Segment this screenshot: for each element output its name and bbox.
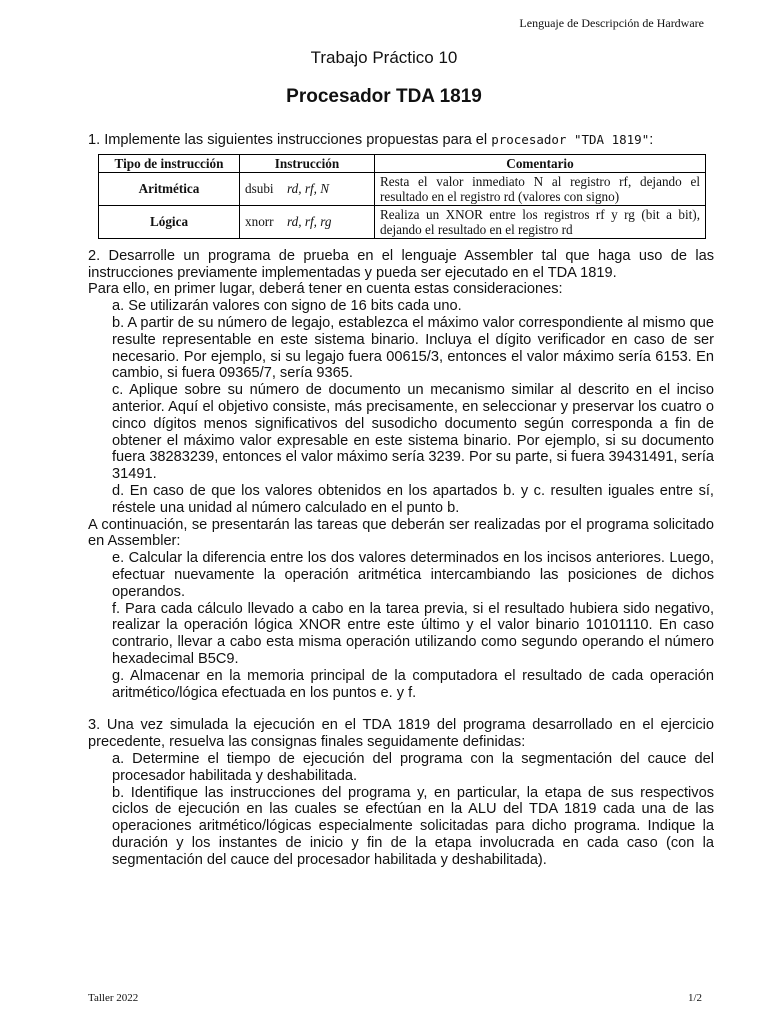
q2-item-d: d. En caso de que los valores obtenidos en los apartados b. y c. resulten iguales entre sí, réstele una unidad al número calculado en el punto b. (112, 482, 714, 516)
table-header: Comentario (375, 154, 706, 172)
q3-item-a: a. Determine el tiempo de ejecución del programa con la segmentación del cauce del procesador habilitada y deshabilitada. (112, 750, 714, 784)
instructions-table (98, 154, 706, 239)
page-number: 1/2 (687, 992, 702, 1004)
page-title: Trabajo Práctico 10 (310, 48, 458, 67)
q2-continuation: A continuación, se presentarán las tareas que deberán ser realizadas por el programa solicitado en Assembler: (88, 516, 714, 550)
instruction-type: Aritmética (99, 172, 240, 205)
document-body (88, 132, 714, 868)
instruction-operands: rd, rf, N (287, 181, 330, 197)
q2-item-f: f. Para cada cálculo llevado a cabo en la tarea previa, si el resultado hubiera sido negativo, realizar la operación lógica XNOR entre este último y el valor binario 10101110. En caso contrario, llevar a cabo esta misma operación utilizando como segundo operando el número hexadecimal B5C9. (112, 600, 714, 667)
header-course: Lenguaje de Descripción de Hardware (519, 16, 704, 30)
instruction-cell (240, 205, 375, 238)
footer-course: Taller 2022 (88, 992, 139, 1004)
table-header-row (99, 154, 706, 172)
q2-para: Para ello, en primer lugar, deberá tener en cuenta estas consideraciones: (88, 281, 563, 298)
q1-suffix: : (649, 132, 654, 148)
table-row (99, 172, 706, 205)
q2-item-c: c. Aplique sobre su número de documento un mecanismo similar al descrito en el inciso anterior. Aquí el objetivo consiste, más precisamente, en seleccionar y preservar los cuatro o cinco dígitos menos significativos del susodicho documento según corresponda a fin de obtener el máximo valor expresable en este sistema binario. Por ejemplo, si su documento fuera 38283239, entonces el valor máximo sería 3239. Por su parte, si fuera 39431491, sería 31491. (112, 382, 714, 483)
instruction-cell (240, 172, 375, 205)
q2-item-g: g. Almacenar en la memoria principal de la computadora el resultado de cada operación aritmético/lógica efectuada en los puntos e. y f. (112, 667, 714, 701)
q2-item-a: a. Se utilizarán valores con signo de 16 bits cada uno. (112, 298, 462, 315)
q3-item-b: b. Identifique las instrucciones del programa y, en particular, la etapa de sus respectivos ciclos de ejecución en las cuales se efectúan en la ALU del TDA 1819 cada una de las operaciones aritmético/lógicas especialmente solicitadas para dicho programa. Indique la duración y los instantes de inicio y fin de la etapa involucrada en cada caso (con la segmentación del cauce del procesador habilitada y deshabilitada). (112, 784, 714, 868)
table-header: Tipo de instrucción (99, 154, 240, 172)
q1-text (88, 132, 714, 149)
table-row (99, 205, 706, 238)
instruction-operands: rd, rf, rg (287, 214, 332, 230)
instruction-comment: Resta el valor inmediato N al registro rf, dejando el resultado en el registro rd (valores con signo) (375, 172, 706, 205)
q2-item-b: b. A partir de su número de legajo, establezca el máximo valor correspondiente al mismo que resulte representable en este sistema binario. Incluya el dígito verificador en caso de ser necesario. Por ejemplo, si su legajo fuera 00615/3, entonces el valor máximo sería 6153. En cambio, si fuera 09365/7, sería 9365. (112, 314, 714, 382)
page-subtitle: Procesador TDA 1819 (286, 86, 482, 107)
q1-prefix: 1. Implemente las siguientes instrucciones propuestas para el (88, 132, 488, 148)
instruction-type: Lógica (99, 205, 240, 238)
q3-intro: 3. Una vez simulada la ejecución en el TDA 1819 del programa desarrollado en el ejercicio precedente, resuelva las consignas finales seguidamente definidas: (88, 717, 714, 751)
instruction-op: xnorr (245, 214, 274, 230)
q2-intro: 2. Desarrolle un programa de prueba en el lenguaje Assembler tal que haga uso de las instrucciones previamente implementadas y pueda ser ejecutado en el TDA 1819. (88, 247, 714, 281)
q2-item-e: e. Calcular la diferencia entre los dos valores determinados en los incisos anteriores. Luego, efectuar nuevamente la operación aritmética intercambiando las posiciones de dichos operandos. (112, 550, 714, 600)
q1-processor: procesador "TDA 1819" (491, 132, 650, 147)
instruction-op: dsubi (245, 181, 274, 197)
instruction-comment: Realiza un XNOR entre los registros rf y rg (bit a bit), dejando el resultado en el registro rd (375, 205, 706, 238)
table-header: Instrucción (240, 154, 375, 172)
